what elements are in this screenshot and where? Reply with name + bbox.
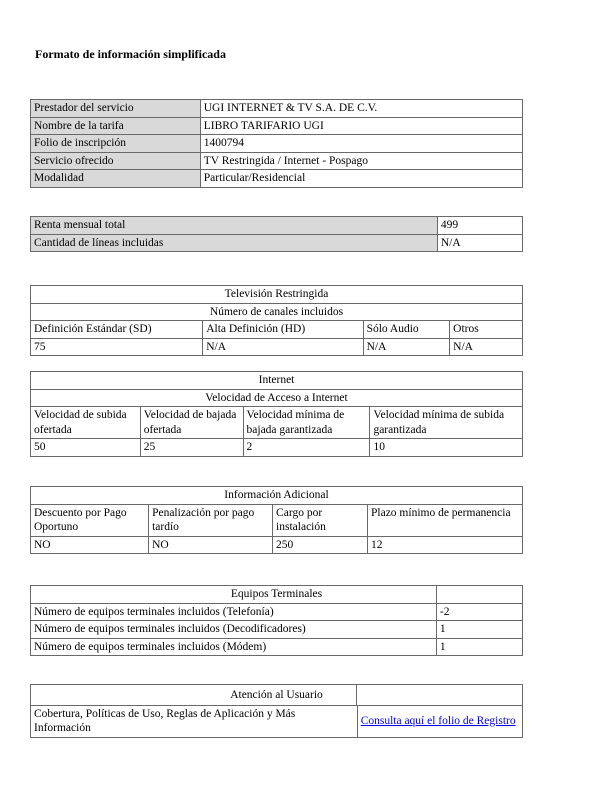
- cell-value: N/A: [203, 338, 363, 356]
- cell-value: 75: [31, 338, 203, 356]
- column-header: Descuento por Pago Oportuno: [31, 504, 149, 536]
- row-label: Cobertura, Políticas de Uso, Reglas de Aplicación y Más Información: [31, 705, 358, 737]
- folio-registro-link[interactable]: Consulta aquí el folio de Registro: [360, 714, 516, 727]
- row-label: Renta mensual total: [31, 217, 438, 235]
- table-row: [31, 321, 523, 339]
- column-header: Cargo por instalación: [273, 504, 368, 536]
- cell-value: NO: [31, 536, 149, 554]
- additional-info-table: [30, 486, 523, 554]
- row-label: Folio de inscripción: [31, 135, 201, 153]
- row-value: UGI INTERNET & TV S.A. DE C.V.: [200, 100, 522, 118]
- table-row: [31, 638, 523, 656]
- general-info-table: [30, 99, 523, 188]
- row-label: Modalidad: [31, 170, 201, 188]
- column-header: Definición Estándar (SD): [31, 321, 203, 339]
- row-value: 1: [436, 638, 522, 656]
- cell-value: 12: [368, 536, 523, 554]
- cell-value: 10: [370, 439, 523, 457]
- table-row: [31, 621, 523, 639]
- column-header: Otros: [450, 321, 523, 339]
- column-header: Alta Definición (HD): [203, 321, 363, 339]
- row-label: Prestador del servicio: [31, 100, 201, 118]
- table-row: [31, 536, 523, 554]
- table-row: [31, 407, 523, 439]
- row-label: Número de equipos terminales incluidos (Módem): [31, 638, 437, 656]
- row-value: 1400794: [200, 135, 522, 153]
- cell-value: N/A: [363, 338, 450, 356]
- section-subtitle: Velocidad de Acceso a Internet: [31, 389, 523, 407]
- cell-value: 250: [273, 536, 368, 554]
- column-header: Velocidad de bajada ofertada: [140, 407, 243, 439]
- column-header: Plazo mínimo de permanencia: [368, 504, 523, 536]
- table-row: [31, 439, 523, 457]
- row-value: -2: [436, 603, 522, 621]
- monthly-rent-table: [30, 216, 523, 252]
- internet-table: [30, 371, 523, 457]
- tv-table: [30, 285, 523, 356]
- table-row: [31, 152, 523, 170]
- row-label: Servicio ofrecido: [31, 152, 201, 170]
- page-title: Formato de información simplificada: [35, 47, 226, 61]
- table-row: [31, 705, 523, 737]
- row-label: Número de equipos terminales incluidos (Telefonía): [31, 603, 437, 621]
- row-value: 499: [437, 217, 522, 235]
- row-value: 1: [436, 621, 522, 639]
- table-row: [31, 303, 523, 321]
- cell-value: NO: [149, 536, 273, 554]
- row-label: Nombre de la tarifa: [31, 117, 201, 135]
- table-row: [31, 135, 523, 153]
- table-row: [31, 685, 523, 706]
- section-subtitle: Número de canales incluidos: [31, 303, 523, 321]
- table-row: [31, 170, 523, 188]
- section-title: Equipos Terminales: [31, 586, 523, 604]
- row-label: Número de equipos terminales incluidos (Decodificadores): [31, 621, 437, 639]
- column-header: Velocidad mínima de subida garantizada: [370, 407, 523, 439]
- row-value: [357, 705, 522, 737]
- column-header: Velocidad mínima de bajada garantizada: [243, 407, 370, 439]
- table-row: [31, 389, 523, 407]
- row-value: Particular/Residencial: [200, 170, 522, 188]
- cell-value: 25: [140, 439, 243, 457]
- table-row: [31, 586, 523, 604]
- cell-value: 50: [31, 439, 141, 457]
- column-header: Velocidad de subida ofertada: [31, 407, 141, 439]
- table-row: [31, 100, 523, 118]
- table-row: [31, 286, 523, 304]
- column-header: Penalización por pago tardío: [149, 504, 273, 536]
- row-label: Cantidad de líneas incluidas: [31, 234, 438, 252]
- section-title: Atención al Usuario: [31, 685, 523, 706]
- customer-service-table: [30, 684, 523, 738]
- table-row: [31, 372, 523, 390]
- table-row: [31, 234, 523, 252]
- terminal-equipment-table: [30, 585, 523, 656]
- row-value: N/A: [437, 234, 522, 252]
- table-row: [31, 217, 523, 235]
- table-row: [31, 117, 523, 135]
- table-row: [31, 504, 523, 536]
- table-row: [31, 487, 523, 505]
- row-value: LIBRO TARIFARIO UGI: [200, 117, 522, 135]
- cell-value: 2: [243, 439, 370, 457]
- table-row: [31, 338, 523, 356]
- column-header: Sólo Audio: [363, 321, 450, 339]
- table-row: [31, 603, 523, 621]
- section-title: Televisión Restringida: [31, 286, 523, 304]
- cell-value: N/A: [450, 338, 523, 356]
- row-value: TV Restringida / Internet - Pospago: [200, 152, 522, 170]
- section-title: Información Adicional: [31, 487, 523, 505]
- section-title: Internet: [31, 372, 523, 390]
